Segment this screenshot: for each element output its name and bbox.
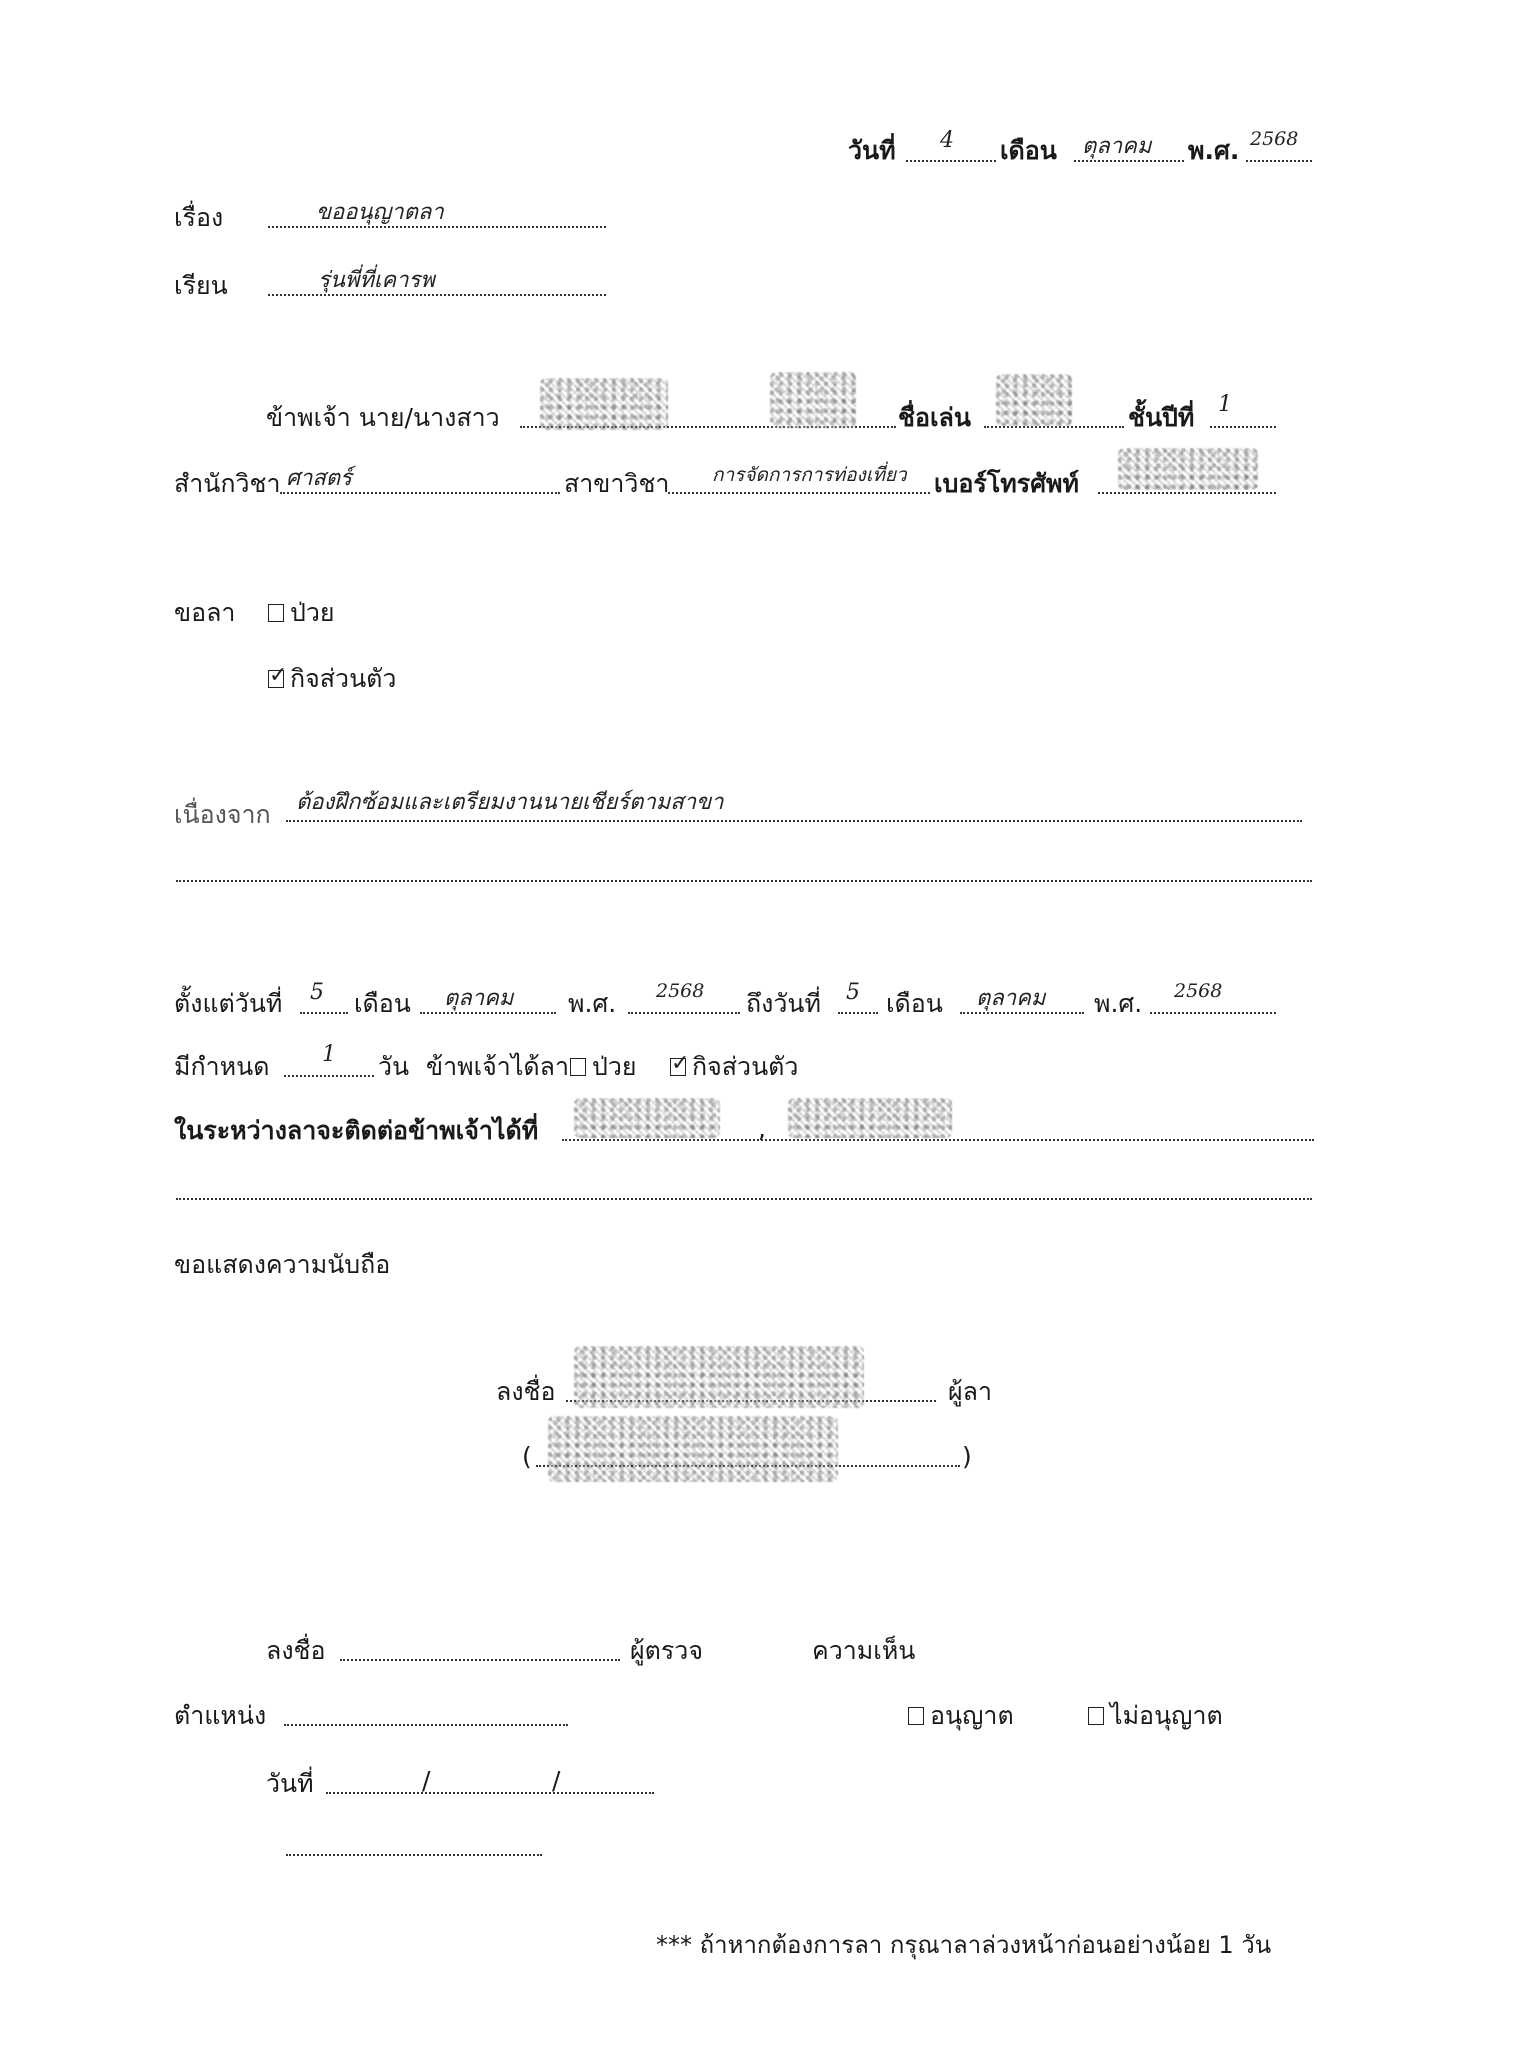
duration-checkbox-sick[interactable]	[570, 1058, 586, 1076]
header-month-value[interactable]: ตุลาคม	[1082, 134, 1152, 159]
redacted-contact-2	[788, 1098, 952, 1138]
period-from-day-line	[300, 1012, 348, 1014]
duration-taken-label: ข้าพเจ้าได้ลา	[426, 1052, 570, 1081]
duration-unit: วัน	[378, 1052, 410, 1081]
checkbox-personal[interactable]	[268, 670, 284, 688]
addressee-value[interactable]: รุ่นพี่ที่เคารพ	[318, 268, 435, 293]
period-to-year-label: พ.ศ.	[1094, 989, 1143, 1018]
redacted-nickname	[996, 374, 1072, 426]
leave-option-sick[interactable]	[268, 598, 335, 628]
reviewer-date-line	[326, 1792, 654, 1794]
footnote: *** ถ้าหากต้องการลา กรุณาลาล่วงหน้าก่อนอย่างน้อย 1 วัน	[656, 1931, 1272, 1959]
redacted-signature	[574, 1346, 864, 1408]
header-month-label: เดือน	[1000, 136, 1057, 165]
reviewer-sign-line	[340, 1659, 620, 1661]
header-year-line	[1246, 160, 1312, 162]
signature-close-paren: )	[962, 1442, 972, 1471]
duration-line	[284, 1075, 374, 1077]
contact-label: ในระหว่างลาจะติดต่อข้าพเจ้าได้ที่	[174, 1116, 539, 1145]
applicant-year-value[interactable]: 1	[1218, 392, 1232, 417]
faculty-value[interactable]: ศาสตร์	[286, 466, 352, 491]
redacted-contact-1	[574, 1098, 720, 1138]
reviewer-date-sep-1: /	[422, 1766, 431, 1795]
period-to-day[interactable]: 5	[846, 980, 860, 1005]
reviewer-date-sep-2: /	[552, 1766, 561, 1795]
approve-checkbox[interactable]	[908, 1707, 924, 1725]
reviewer-sign-label: ลงชื่อ	[266, 1636, 326, 1665]
reviewer-role: ผู้ตรวจ	[630, 1636, 703, 1665]
reviewer-extra-line	[286, 1854, 542, 1856]
header-date-label: วันที่	[848, 136, 896, 165]
signature-open-paren: (	[522, 1442, 532, 1471]
header-year-label: พ.ศ.	[1188, 136, 1240, 165]
period-to-label: ถึงวันที่	[746, 989, 821, 1018]
period-from-year-label: พ.ศ.	[568, 989, 617, 1018]
reviewer-opinion-label: ความเห็น	[812, 1636, 916, 1665]
contact-line-2	[176, 1198, 1312, 1200]
reviewer-position-label: ตำแหน่ง	[174, 1701, 267, 1730]
addressee-label: เรียน	[174, 271, 228, 300]
contact-line-1	[562, 1139, 1314, 1141]
period-from-label: ตั้งแต่วันที่	[174, 989, 283, 1018]
major-value[interactable]: การจัดการการท่องเที่ยว	[712, 464, 907, 486]
duration-value[interactable]: 1	[322, 1042, 336, 1067]
reason-line-2	[176, 880, 1312, 882]
period-from-day[interactable]: 5	[310, 980, 324, 1005]
reason-value[interactable]: ต้องฝึกซ้อมและเตรียมงานนายเชียร์ตามสาขา	[296, 790, 724, 815]
duration-option-personal-label: กิจส่วนตัว	[692, 1052, 799, 1081]
faculty-label: สำนักวิชา	[174, 469, 281, 498]
duration-option-personal[interactable]	[670, 1052, 798, 1082]
applicant-year-line	[1210, 426, 1276, 428]
leave-option-personal-label: กิจส่วนตัว	[290, 664, 397, 693]
header-date-line	[906, 160, 996, 162]
reviewer-position-line	[284, 1724, 568, 1726]
period-from-month-label: เดือน	[354, 989, 411, 1018]
applicant-prefix-label: ข้าพเจ้า นาย/นางสาว	[266, 403, 500, 432]
redacted-signature-name	[548, 1416, 838, 1482]
subject-label: เรื่อง	[174, 203, 224, 232]
redacted-name-1	[540, 378, 668, 430]
reviewer-deny-label: ไม่อนุญาต	[1110, 1701, 1223, 1730]
leave-type-label: ขอลา	[174, 598, 236, 627]
reviewer-deny-option[interactable]	[1088, 1701, 1223, 1731]
period-to-month-label: เดือน	[886, 989, 943, 1018]
period-from-year-line	[628, 1012, 740, 1014]
period-to-month[interactable]: ตุลาคม	[976, 986, 1046, 1011]
deny-checkbox[interactable]	[1088, 1707, 1104, 1725]
leave-option-personal[interactable]	[268, 664, 396, 694]
signature-label: ลงชื่อ	[496, 1377, 556, 1406]
major-label: สาขาวิชา	[564, 469, 670, 498]
period-to-year-line	[1150, 1012, 1276, 1014]
duration-option-sick-label: ป่วย	[592, 1052, 637, 1081]
duration-checkbox-personal[interactable]	[670, 1058, 686, 1076]
period-from-year[interactable]: 2568	[656, 980, 705, 1002]
reason-line-1	[286, 820, 1302, 822]
duration-label: มีกำหนด	[174, 1052, 270, 1081]
reviewer-approve-option[interactable]	[908, 1701, 1014, 1731]
applicant-nickname-label: ชื่อเล่น	[898, 403, 971, 432]
reason-label: เนื่องจาก	[174, 800, 271, 829]
major-line	[668, 492, 930, 494]
period-to-day-line	[838, 1012, 878, 1014]
duration-option-sick[interactable]	[570, 1052, 637, 1082]
phone-line	[1098, 492, 1276, 494]
redacted-phone	[1118, 448, 1258, 490]
header-year-value[interactable]: 2568	[1250, 128, 1299, 150]
applicant-nickname-line	[984, 426, 1124, 428]
closing-text: ขอแสดงความนับถือ	[174, 1250, 391, 1279]
checkbox-sick[interactable]	[268, 604, 284, 622]
leave-option-sick-label: ป่วย	[290, 598, 335, 627]
contact-separator: ,	[758, 1114, 766, 1143]
reviewer-date-label: วันที่	[266, 1769, 314, 1798]
subject-value[interactable]: ขออนุญาตลา	[316, 200, 444, 225]
period-to-year[interactable]: 2568	[1174, 980, 1223, 1002]
redacted-name-2	[770, 372, 856, 428]
signature-role: ผู้ลา	[948, 1377, 993, 1406]
header-date-value[interactable]: 4	[940, 128, 954, 153]
phone-label: เบอร์โทรศัพท์	[934, 469, 1080, 498]
reviewer-approve-label: อนุญาต	[930, 1701, 1014, 1730]
applicant-year-label: ชั้นปีที่	[1128, 403, 1195, 432]
period-from-month[interactable]: ตุลาคม	[444, 986, 514, 1011]
